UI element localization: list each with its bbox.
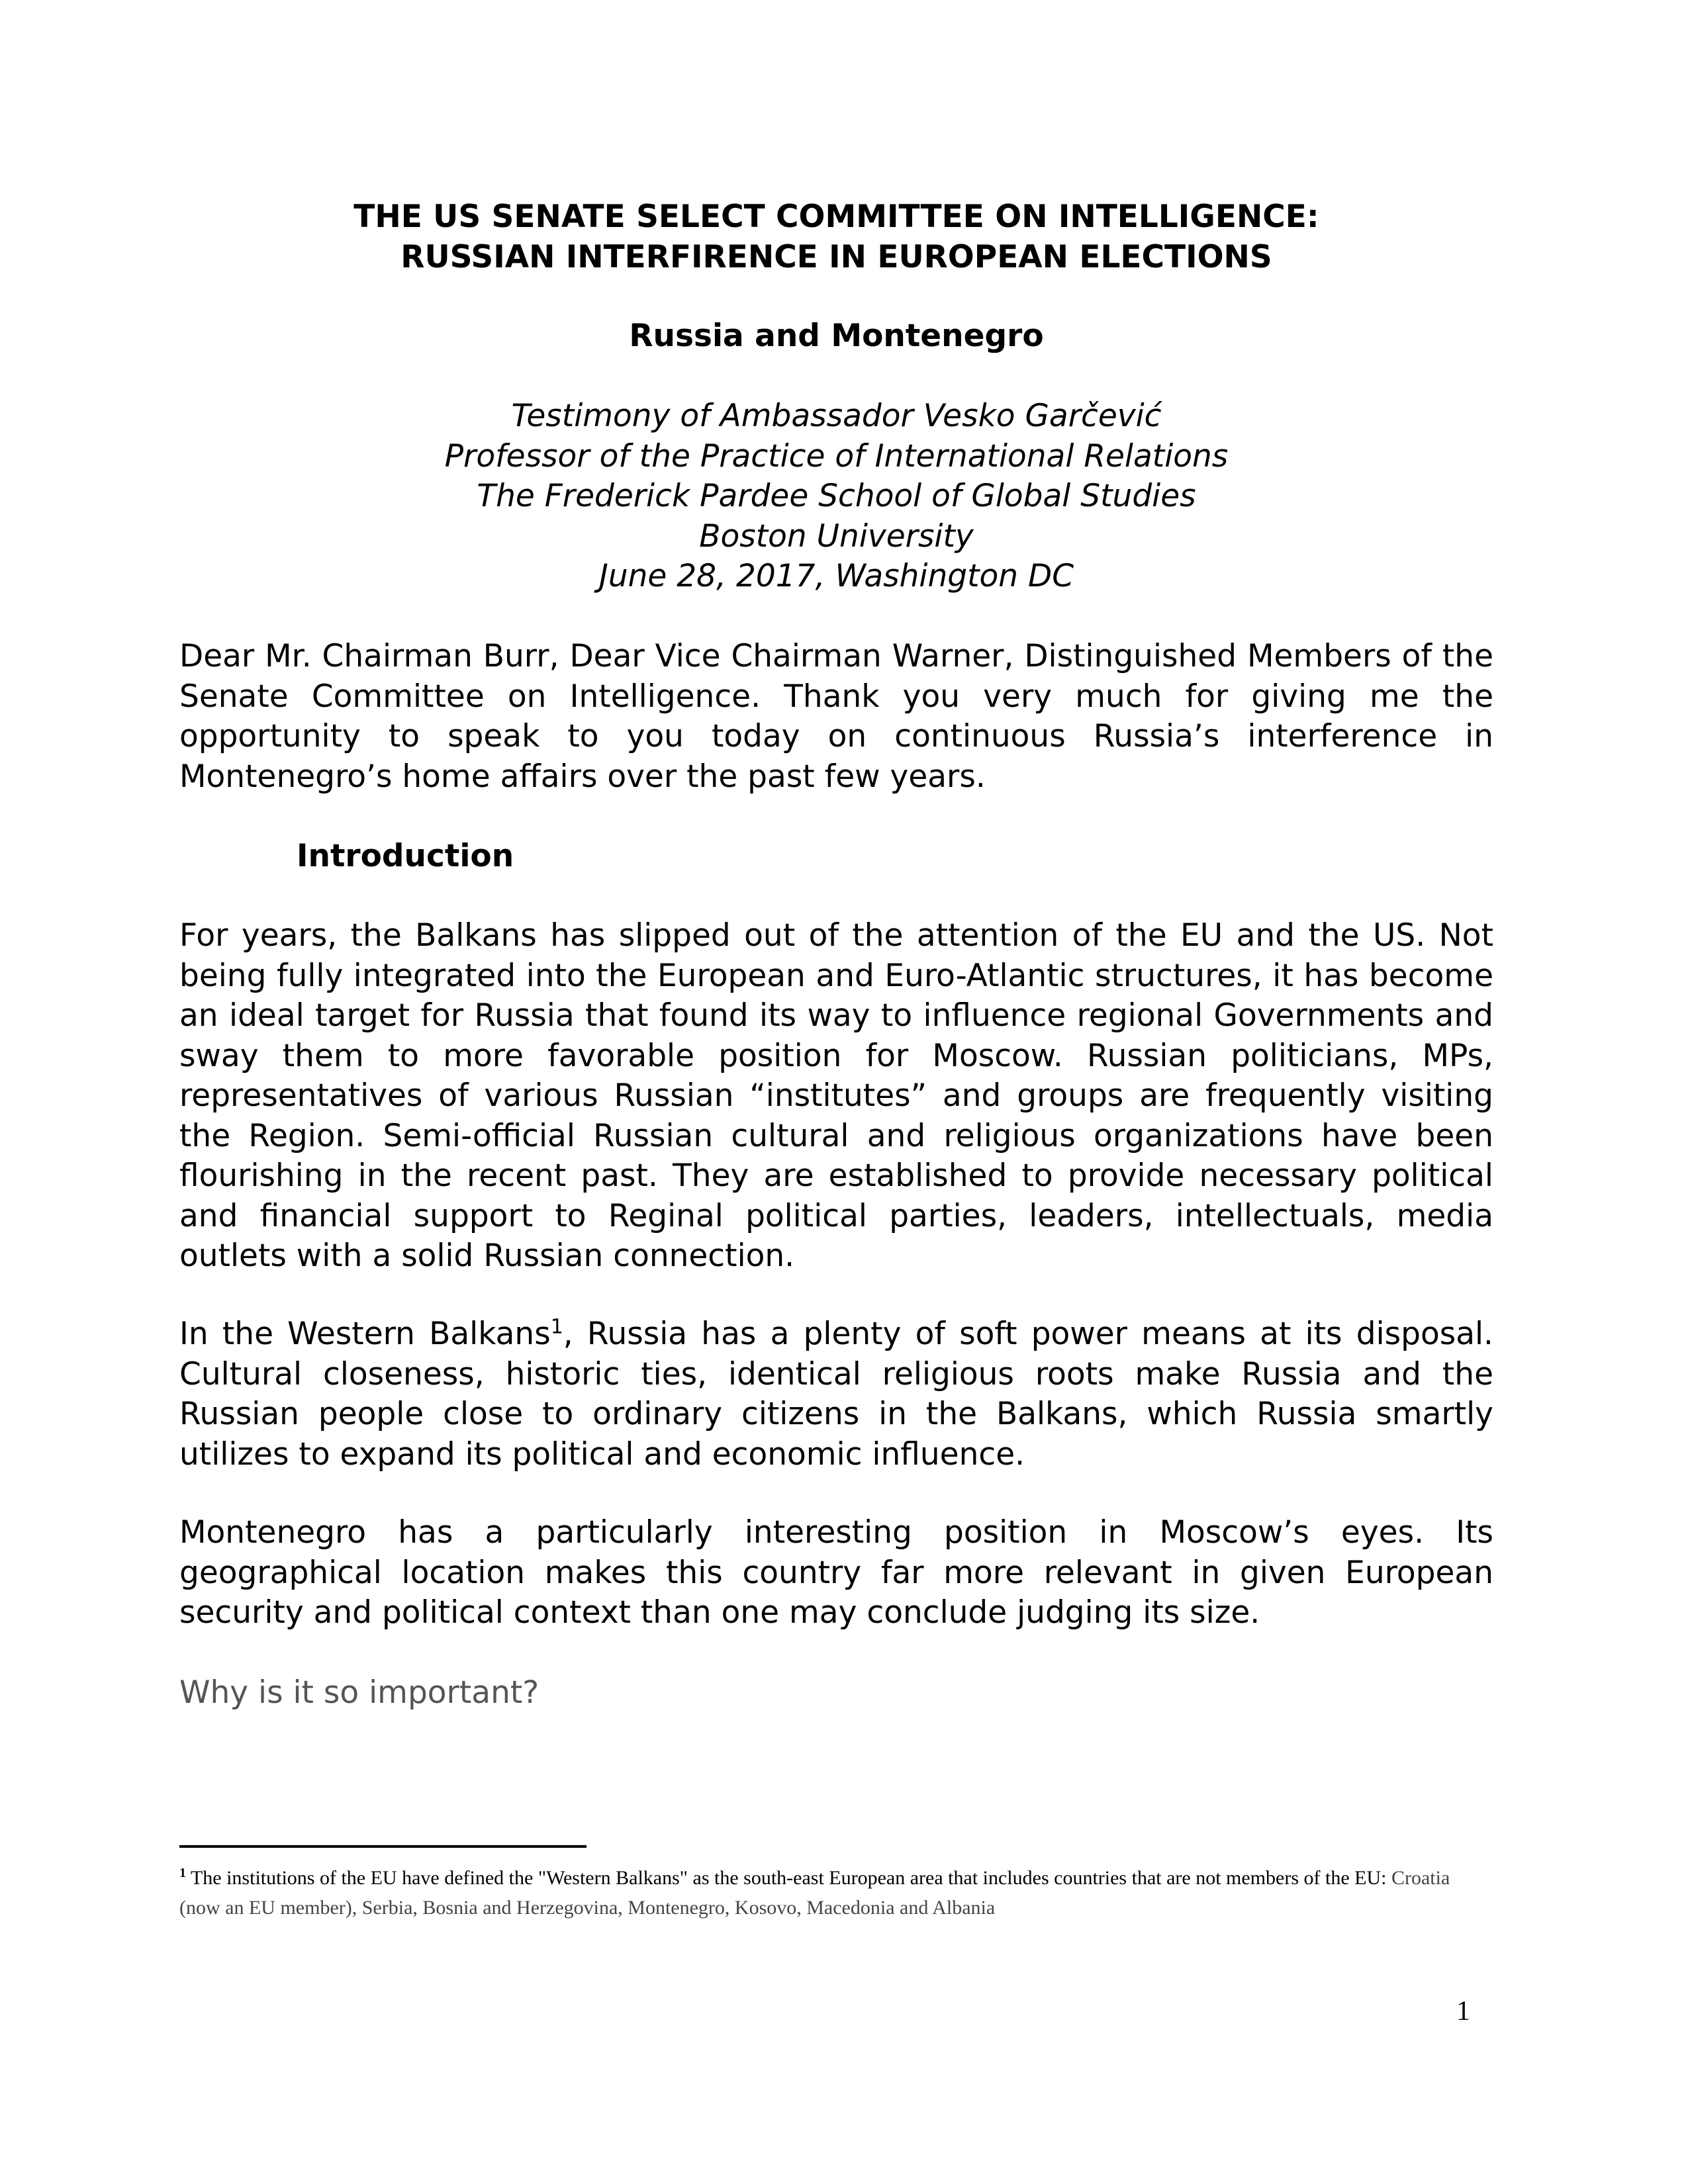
byline-school: The Frederick Pardee School of Global Studies xyxy=(477,478,1196,514)
text: In the Western Balkans xyxy=(179,1316,551,1352)
page-number: 1 xyxy=(1456,1996,1470,2026)
footnote xyxy=(179,1863,1493,1923)
title-line-1: THE US SENATE SELECT COMMITTEE ON INTELLIGENCE: xyxy=(353,199,1319,235)
footnote-country-list: Croatia (now an EU member), Serbia, Bosnia and Herzegovina, Montenegro, Kosovo, Macedonia and Albania xyxy=(179,1867,1450,1919)
footnote-divider xyxy=(179,1845,586,1848)
paragraph-balkans: For years, the Balkans has slipped out of the attention of the EU and the US. Not being fully integrated into the European and Euro-Atlantic structures, it has become an ideal target for Russia that found its way to influence regional Governments and sway them to more favorable position for Moscow. Russian politicians, MPs, representatives of various Russian “institutes” and groups are frequently visiting the Region. Semi-official Russian cultural and religious organizations have been flourishing in the recent past. They are established to provide necessary political and financial support to Reginal political parties, leaders, intellectuals, media outlets with a solid Russian connection. xyxy=(179,917,1493,1274)
byline xyxy=(179,396,1493,597)
document-title xyxy=(179,197,1493,277)
paragraph-western-balkans xyxy=(179,1314,1493,1475)
document-subtitle: Russia and Montenegro xyxy=(629,318,1044,354)
footnote-reference[interactable]: 1 xyxy=(550,1315,563,1339)
byline-university: Boston University xyxy=(699,518,974,555)
section-heading-why-important: Why is it so important? xyxy=(179,1674,539,1711)
section-heading-introduction: Introduction xyxy=(297,838,514,874)
greeting-paragraph: Dear Mr. Chairman Burr, Dear Vice Chairman Warner, Distinguished Members of the Senate Committee on Intelligence. Thank you very much for giving me the opportunity to speak to you today on continuous Russia’s interference in Montenegro’s home affairs over the past few years. xyxy=(179,638,1493,795)
text: , Russia has a plenty of soft power means at its disposal. Cultural closeness, historic ties, identical religious roots make Russia and the Russian people close to ordinary citizens in the Balkans, which Russia smartly utilizes to expand its political and economic influence. xyxy=(179,1316,1493,1473)
byline-position: Professor of the Practice of International Relations xyxy=(444,437,1229,475)
byline-date: June 28, 2017, Washington DC xyxy=(598,558,1074,594)
paragraph-montenegro: Montenegro has a particularly interesting position in Moscow’s eyes. Its geographical location makes this country far more relevant in given European security and political context than one may conclude judging its size. xyxy=(179,1514,1493,1631)
footnote-text: The institutions of the EU have defined the "Western Balkans" as the south-east European area that includes countries that are not members of the EU: xyxy=(186,1867,1391,1889)
byline-name: Testimony of Ambassador Vesko Garčević xyxy=(511,398,1162,434)
footnote-number: 1 xyxy=(179,1866,186,1880)
title-line-2: RUSSIAN INTERFIRENCE IN EUROPEAN ELECTIONS xyxy=(400,238,1272,275)
